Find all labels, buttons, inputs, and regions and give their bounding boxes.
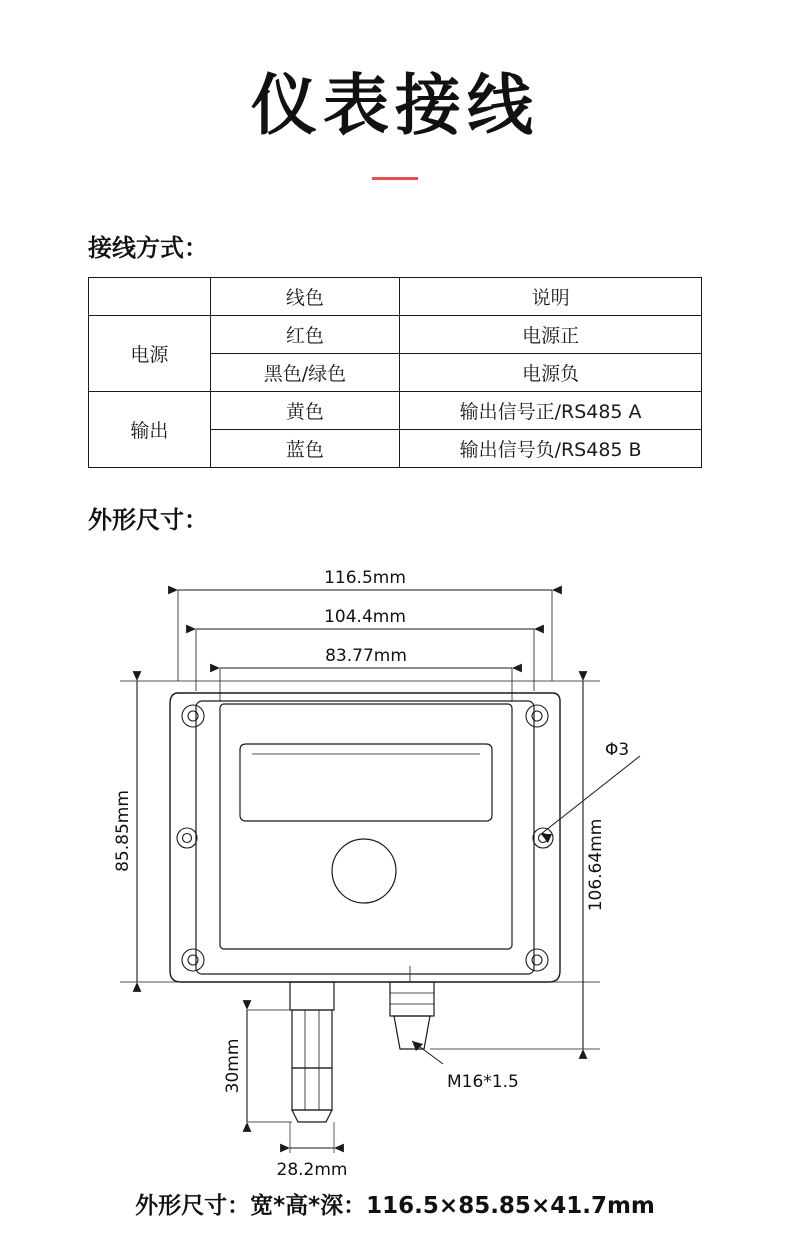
dim-height-left-label: 85.85mm	[113, 790, 133, 872]
dim-thread-label: M16*1.5	[447, 1072, 519, 1092]
header-cell-desc: 说明	[400, 278, 702, 316]
dim-width-inner-label: 83.77mm	[325, 646, 407, 666]
cell-desc-power-positive: 电源正	[400, 316, 702, 354]
row-group-output: 输出	[89, 392, 211, 468]
footer-dimension-summary: 外形尺寸：宽*高*深：116.5×85.85×41.7mm	[135, 1193, 655, 1219]
dim-probe-width-label: 28.2mm	[276, 1160, 348, 1180]
dim-probe-height-label: 30mm	[223, 1038, 243, 1094]
dimension-section-label: 外形尺寸：	[88, 506, 208, 534]
title-underline-accent	[372, 177, 418, 180]
cell-desc-power-negative: 电源负	[400, 354, 702, 392]
table-row	[89, 392, 702, 430]
dimension-drawing	[0, 541, 790, 1181]
cell-color-red: 红色	[210, 316, 400, 354]
cell-color-blue: 蓝色	[210, 430, 400, 468]
wiring-section-label: 接线方式：	[88, 234, 208, 262]
cell-desc-signal-negative: 输出信号负/RS485 B	[400, 430, 702, 468]
page-title: 仪表接线	[251, 67, 539, 144]
cell-color-yellow: 黄色	[210, 392, 400, 430]
table-row	[89, 316, 702, 354]
table-header-row	[89, 278, 702, 316]
row-group-power: 电源	[89, 316, 211, 392]
dim-width-mid-label: 104.4mm	[324, 607, 406, 627]
page-root	[0, 52, 790, 1252]
dim-height-right-label: 106.64mm	[586, 818, 606, 912]
header-cell-group	[89, 278, 211, 316]
dim-hole-label: Φ3	[605, 740, 630, 760]
cell-color-black-green: 黑色/绿色	[210, 354, 400, 392]
wiring-table	[88, 277, 702, 468]
dim-width-outer-label: 116.5mm	[324, 568, 406, 588]
cell-desc-signal-positive: 输出信号正/RS485 A	[400, 392, 702, 430]
header-cell-color: 线色	[210, 278, 400, 316]
